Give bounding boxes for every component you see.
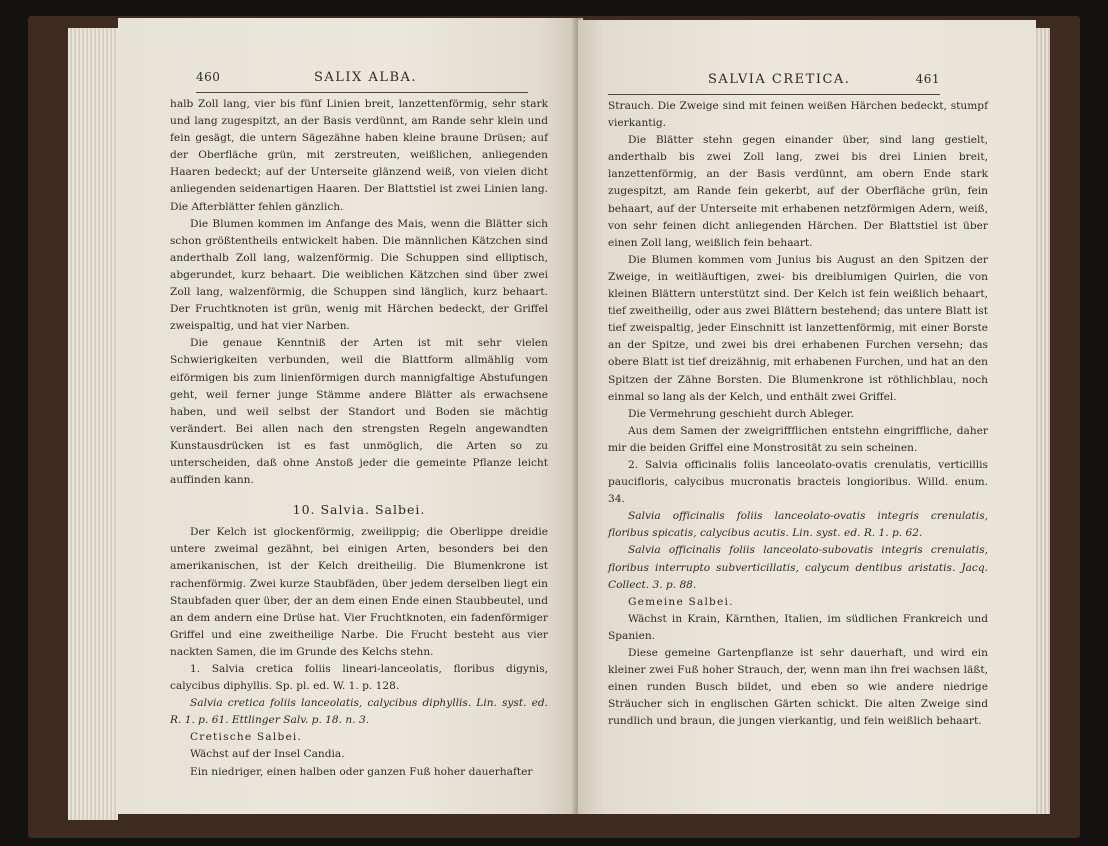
paragraph: Der Kelch ist glockenförmig, zweilippig; die Oberlippe dreidie untere zweimal gezähnt, bei einigen Arten, besonders bei den amerikanischen, ist der Kelch dreitheilig. Die Blumenkrone ist rachenförmig. Zwei kurze Staubfäden, über jedem derselben liegt ein Staubfaden quer über, der an dem einen Ende einen Staubbeutel, und an dem andern eine Drüse hat. Vier Fruchtknoten, ein fadenförmiger Griffel und eine zweitheilige Narbe. Die Frucht besteht aus vier nackten Samen, die im Grunde des Kelchs stehn.: [170, 526, 548, 658]
paragraph: Die Blätter stehn gegen einander über, sind lang gestielt, anderthalb bis zwei Zoll lang, zwei bis drei Linien breit, lanzettenförmig, an der Basis verdünnt, am obern Ende stark zugespitzt, am Rande fein gekerbt, auf der Oberfläche grün, fein behaart, auf der Unterseite mit erhabenen netzförmigen Adern, weiß, von sehr feinen dicht anliegenden Härchen. Der Blattstiel ist über einen Zoll lang, weißlich fein behaart.: [608, 134, 988, 249]
right-page: [578, 20, 1036, 814]
paragraph: Aus dem Samen der zweigriffflichen entstehn eingriffliche, daher mir die beiden Griffel eine Monstrosität zu sein scheinen.: [608, 424, 988, 454]
paragraph: Strauch. Die Zweige sind mit feinen weißen Härchen bedeckt, stumpf vierkantig.: [608, 100, 988, 130]
species-entry: 1. Salvia cretica foliis lineari-lanceolatis, floribus digynis, calycibus diphyllis. Sp. pl. ed. W. 1. p. 128.: [170, 663, 548, 693]
paragraph: Die Blumen kommen im Anfange des Mais, wenn die Blätter sich schon größtentheils entwickelt haben. Die männlichen Kätzchen sind anderthalb Zoll lang, walzenförmig. Die Schuppen sind elliptisch, abgerundet, kurz behaart. Die weiblichen Kätzchen sind über zwei Zoll lang, walzenförmig, die Schuppen sind länglich, kurz behaart. Der Fruchtknoten ist grün, wenig mit Härchen bedeckt, der Griffel zweispaltig, und hat vier Narben.: [170, 217, 548, 333]
running-head-title-right: SALVIA CRETICA.: [708, 72, 851, 87]
left-page: [118, 18, 576, 814]
synonym-citation: Salvia cretica foliis lanceolatis, calycibus diphyllis. Lin. syst. ed. R. 1. p. 61. Ettlinger Salv. p. 18. n. 3.: [170, 697, 548, 727]
page-edges-left: [68, 28, 118, 820]
habitat: Wächst auf der Insel Candia.: [190, 748, 345, 761]
paragraph: Die Vermehrung geschieht durch Ableger.: [628, 407, 855, 420]
section-heading: 10. Salvia. Salbei.: [292, 502, 426, 518]
synonym-citation: Salvia officinalis foliis lanceolato-subovatis integris crenulatis, floribus interrupto subverticillatis, calycum dentibus aristatis. Jacq. Collect. 3. p. 88.: [608, 544, 988, 591]
paragraph: Die genaue Kenntniß der Arten ist mit sehr vielen Schwierigkeiten verbunden, weil die Blattform allmählig vom eiförmigen bis zum linienförmigen durch mannigfaltige Abstufungen geht, weil ferner junge Stämme andere Blätter als erwachsene haben, und weil selbst der Standort und Boden sie mächtig verändert. Bei allen nach den strengsten Regeln angewandten Kunstausdrücken ist es fast unmöglich, die Arten so zu unterscheiden, daß ohne Anstoß jeder die gemeinte Pflanze leicht auffinden kann.: [170, 337, 548, 487]
running-head-left: [196, 70, 528, 93]
synonym-citation: Salvia officinalis foliis lanceolato-ovatis integris crenulatis, floribus spicatis, calycibus acutis. Lin. syst. ed. R. 1. p. 62.: [608, 510, 988, 540]
page-number-left: 460: [196, 70, 221, 84]
right-page-body: [608, 98, 988, 730]
paragraph: Diese gemeine Gartenpflanze ist sehr dauerhaft, und wird ein kleiner zwei Fuß hoher Strauch, der, wenn man ihn frei wachsen läßt, einen runden Busch bildet, und eben so wie andere niedrige Sträucher sich in englischen Gärten schickt. Die alten Zweige sind rundlich und braun, die jungen vierkantig, und fein weißlich behaart.: [608, 647, 988, 728]
paragraph: Die Blumen kommen vom Junius bis August an den Spitzen der Zweige, in weitläuftigen, zwei- bis dreiblumigen Quirlen, die von kleinen Blättern unterstützt sind. Der Kelch ist fein weißlich behaart, tief zweitheilig, oder aus zwei Blättern bestehend; das untere Blatt ist tief zweispaltig, jeder Einschnitt ist lanzettenförmig, mit einer Borste an der Spitze, und zwei bis drei erhabenen Furchen versehn; das obere Blatt ist tief dreizähnig, mit erhabenen Furchen, und hat an den Spitzen der Zähne Borsten. Die Blumenkrone ist röthlichblau, noch einmal so lang als der Kelch, und enthält zwei Griffel.: [608, 253, 988, 403]
paragraph: Ein niedriger, einen halben oder ganzen Fuß hoher dauerhafter: [190, 765, 533, 778]
common-name: Cretische Salbei.: [190, 731, 303, 744]
running-head-title-left: SALIX ALBA.: [314, 70, 418, 85]
left-page-body: [170, 96, 548, 781]
common-name: Gemeine Salbei.: [628, 595, 734, 608]
running-head-right: [608, 72, 940, 95]
habitat: Wächst in Krain, Kärnthen, Italien, im südlichen Frankreich und Spanien.: [608, 612, 988, 642]
page-edges-right: [1034, 28, 1050, 814]
paragraph: halb Zoll lang, vier bis fünf Linien breit, lanzettenförmig, sehr stark und lang zugespitzt, an der Basis verdünnt, am Rande sehr klein und fein gesägt, die untern Sägezähne haben kleine braune Drüsen; auf der Oberfläche grün, mit zerstreuten, weißlichen, anliegenden Haaren bedeckt; auf der Unterseite glänzend weiß, von vielen dicht anliegenden seidenartigen Haaren. Der Blattstiel ist zwei Linien lang. Die Afterblätter fehlen gänzlich.: [170, 98, 548, 213]
species-entry: 2. Salvia officinalis foliis lanceolato-ovatis crenulatis, verticillis paucifloris, calycibus mucronatis bracteis longioribus. Willd. enum. 34.: [608, 458, 988, 506]
page-number-right: 461: [915, 72, 940, 86]
